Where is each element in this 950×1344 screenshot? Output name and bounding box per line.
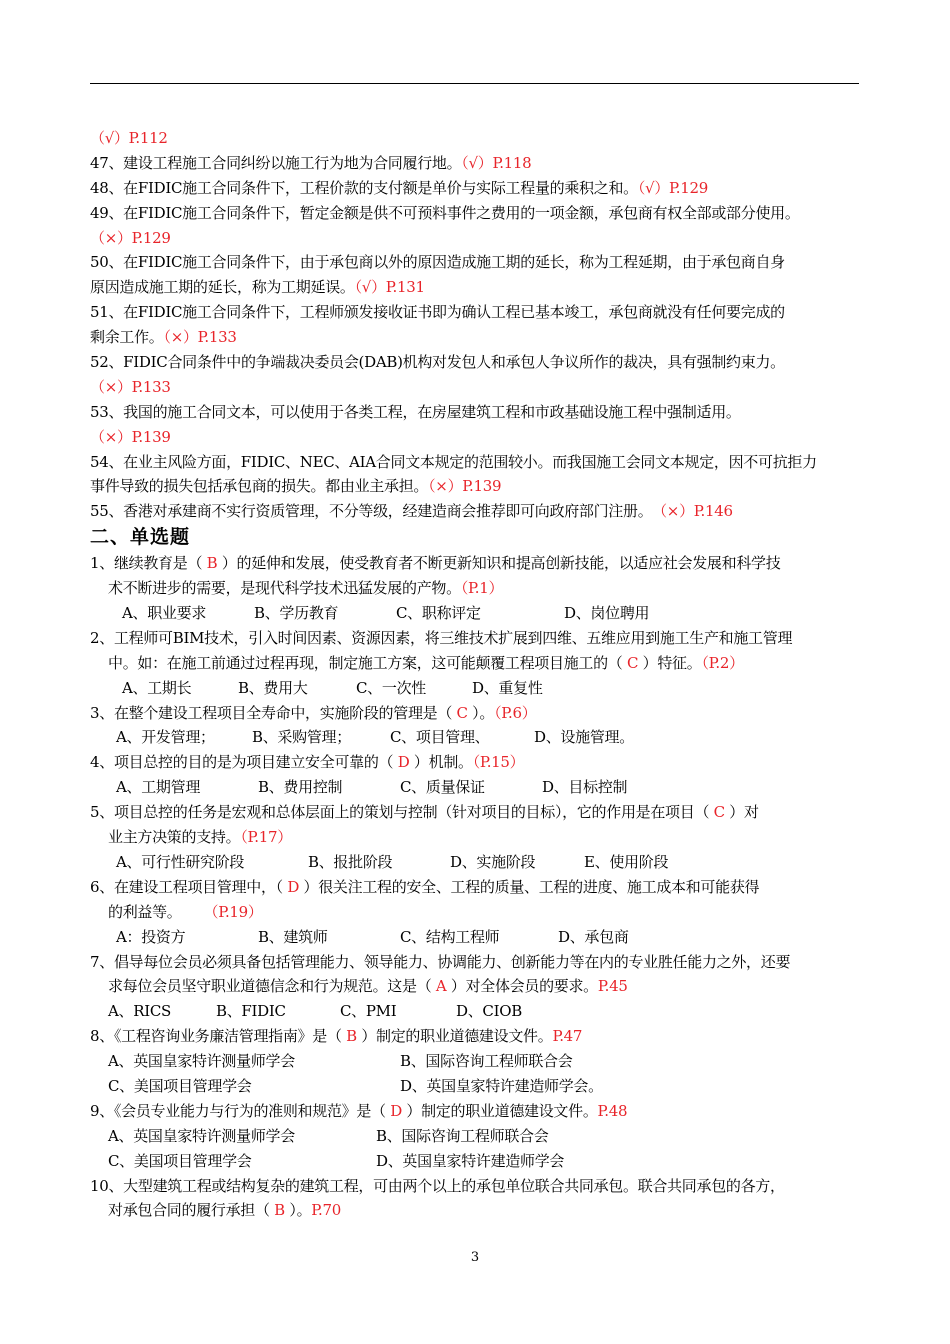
question-8: 8、《工程咨询业务廉洁管理指南》是（ B ）制定的职业道德建设文件。P.47 xyxy=(90,1027,583,1046)
tf-line: 原因造成施工期的延长，称为工期延误。（√）P.131 xyxy=(90,278,425,297)
question-7: 7、倡导每位会员必须具备包括管理能力、领导能力、协调能力、创新能力等在内的专业胜任能力之外，还要 xyxy=(90,952,791,971)
tf-line: 事件导致的损失包括承包商的损失。都由业主承担。（×）P.139 xyxy=(90,477,502,496)
option: D、英国皇家特许建造师学会 xyxy=(376,1151,565,1170)
option: B、采购管理； xyxy=(252,728,351,747)
question-7-cont: 求每位会员坚守职业道德信念和行为规范。这是（ A ）对全体会员的要求。P.45 xyxy=(108,977,628,996)
question-5-cont: 业主方决策的支持。（P.17） xyxy=(108,828,292,847)
question-5: 5、项目总控的任务是宏观和总体层面上的策划与控制（针对项目的目标），它的作用是在项目（ C ）对 xyxy=(90,803,759,822)
option: A、英国皇家特许测量师学会 xyxy=(108,1052,295,1071)
option: C、结构工程师 xyxy=(400,927,500,946)
option: C、美国项目管理学会 xyxy=(108,1151,252,1170)
tf-line: 50、在FIDIC施工合同条件下，由于承包商以外的原因造成施工期的延长，称为工程延期，由于承包商自身 xyxy=(90,253,785,272)
option: A、英国皇家特许测量师学会 xyxy=(108,1126,295,1145)
option: B、费用控制 xyxy=(258,778,343,797)
question-3: 3、在整个建设工程项目全寿命中，实施阶段的管理是（ C ）。（P.6） xyxy=(90,703,537,722)
question-9-options-2 xyxy=(90,1149,865,1174)
question-2-options xyxy=(90,676,865,701)
tf-line: （×）P.139 xyxy=(90,427,171,446)
option: C、一次性 xyxy=(356,678,426,697)
option: C、质量保证 xyxy=(400,778,485,797)
option: D、英国皇家特许建造师学会。 xyxy=(400,1076,603,1095)
question-8-options-2 xyxy=(90,1074,865,1099)
section-title: 二、单选题 xyxy=(90,526,191,549)
question-6-cont: 的利益等。 （P.19） xyxy=(108,902,263,921)
tf-line: 47、建设工程施工合同纠纷以施工行为地为合同履行地。（√）P.118 xyxy=(90,153,532,172)
question-4: 4、项目总控的目的是为项目建立安全可靠的（ D ）机制。（P.15） xyxy=(90,753,525,772)
tf-line: （×）P.129 xyxy=(90,228,171,247)
question-2: 2、工程师可BIM技术，引入时间因素、资源因素，将三维技术扩展到四维、五维应用到施工生产和施工管理 xyxy=(90,628,793,647)
option: C、项目管理、 xyxy=(390,728,490,747)
option: A、职业要求 xyxy=(122,604,207,623)
tf-line: 49、在FIDIC施工合同条件下，暂定金额是供不可预料事件之费用的一项金额，承包商有权全部或部分使用。 xyxy=(90,203,800,222)
option: D、CIOB xyxy=(456,1002,522,1021)
option: D、设施管理。 xyxy=(534,728,634,747)
tf-line: 剩余工作。（×）P.133 xyxy=(90,328,237,347)
question-1-options xyxy=(90,601,865,626)
question-10-cont: 对承包合同的履行承担（ B ）。P.70 xyxy=(108,1201,341,1220)
tf-line: 54、在业主风险方面，FIDIC、NEC、AIA合同文本规定的范围较小。而我国施工会同文本规定，因不可抗拒力 xyxy=(90,452,817,471)
option: B、FIDIC xyxy=(216,1002,286,1021)
option: B、报批阶段 xyxy=(308,852,393,871)
option: D、目标控制 xyxy=(542,778,628,797)
question-8-options-1 xyxy=(90,1049,865,1074)
option: B、建筑师 xyxy=(258,927,328,946)
question-1-cont: 术不断进步的需要，是现代科学技术迅猛发展的产物。（P.1） xyxy=(108,579,504,598)
option: D、岗位聘用 xyxy=(564,604,650,623)
tf-line: 55、香港对承建商不实行资质管理，不分等级，经建造商会推荐即可向政府部门注册。 （×）P.146 xyxy=(90,502,733,521)
question-5-options xyxy=(90,850,865,875)
option: A：投资方 xyxy=(116,927,186,946)
header-rule xyxy=(90,83,859,84)
option: B、国际咨询工程师联合会 xyxy=(376,1126,549,1145)
option: A、工期管理 xyxy=(116,778,201,797)
question-9: 9、《会员专业能力与行为的准则和规范》是（ D ）制定的职业道德建设文件。P.48 xyxy=(90,1101,628,1120)
document-body xyxy=(90,126,865,1223)
question-1: 1、继续教育是（ B ）的延伸和发展，使受教育者不断更新知识和提高创新技能，以适应社会发展和科学技 xyxy=(90,554,781,573)
option: A、开发管理； xyxy=(116,728,215,747)
page-number: 3 xyxy=(470,1250,480,1265)
option: C、职称评定 xyxy=(396,604,481,623)
tf-line: 48、在FIDIC施工合同条件下，工程价款的支付额是单价与实际工程量的乘积之和。（√）P.129 xyxy=(90,178,708,197)
option: D、重复性 xyxy=(472,678,543,697)
tf-line: 52、FIDIC合同条件中的争端裁决委员会(DAB)机构对发包人和承包人争议所作的裁决，具有强制约束力。 xyxy=(90,353,785,372)
question-3-options xyxy=(90,725,865,750)
tf-line: 51、在FIDIC施工合同条件下，工程师颁发接收证书即为确认工程已基本竣工，承包商就没有任何要完成的 xyxy=(90,303,785,322)
option: A、RICS xyxy=(108,1002,172,1021)
question-7-options xyxy=(90,999,865,1024)
question-6: 6、在建设工程项目管理中，（ D ）很关注工程的安全、工程的质量、工程的进度、施工成本和可能获得 xyxy=(90,877,760,896)
question-2-cont: 中。如：在施工前通过过程再现，制定施工方案，这可能颠覆工程项目施工的（ C ）特征。（P.2） xyxy=(108,653,744,672)
option: A、可行性研究阶段 xyxy=(116,852,245,871)
option: E、使用阶段 xyxy=(584,852,669,871)
tf-line: 53、我国的施工合同文本，可以使用于各类工程，在房屋建筑工程和市政基础设施工程中强制适用。 xyxy=(90,402,741,421)
question-6-options xyxy=(90,925,865,950)
tf-line: （√）P.112 xyxy=(90,129,168,147)
question-4-options xyxy=(90,775,865,800)
question-10: 10、大型建筑工程或结构复杂的建筑工程，可由两个以上的承包单位联合共同承包。联合共同承包的各方， xyxy=(90,1176,785,1195)
option: B、国际咨询工程师联合会 xyxy=(400,1052,573,1071)
option: D、承包商 xyxy=(558,927,629,946)
option: C、PMI xyxy=(340,1002,397,1021)
option: B、学历教育 xyxy=(254,604,339,623)
tf-line: （×）P.133 xyxy=(90,377,171,396)
option: C、美国项目管理学会 xyxy=(108,1076,252,1095)
option: A、工期长 xyxy=(122,678,192,697)
option: D、实施阶段 xyxy=(450,852,536,871)
option: B、费用大 xyxy=(238,678,308,697)
question-9-options-1 xyxy=(90,1124,865,1149)
